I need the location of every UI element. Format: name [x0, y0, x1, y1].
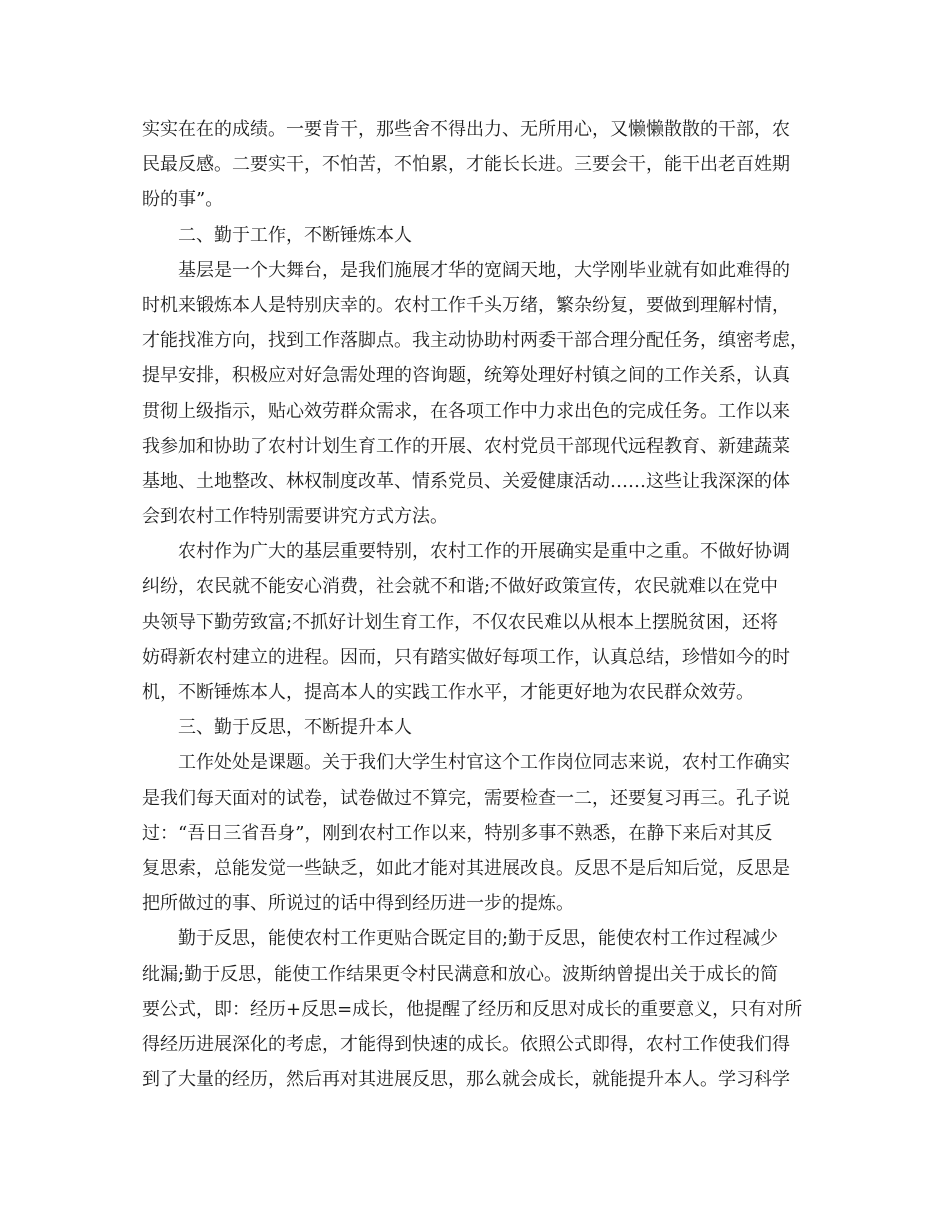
- text-line: 勤于反思，能使农村工作更贴合既定目的;勤于反思，能使农村工作过程减少: [178, 928, 779, 950]
- text-line: 把所做过的事、所说过的话中得到经历进一步的提炼。: [142, 893, 574, 915]
- text-line: 妨碍新农村建立的进程。因而，只有踏实做好每项工作，认真总结，珍惜如今的时: [142, 646, 790, 668]
- text-line: 纰漏;勤于反思，能使工作结果更令村民满意和放心。波斯纳曾提出关于成长的简: [142, 963, 779, 985]
- text-line: 贯彻上级指示，贴心效劳群众需求，在各项工作中力求出色的完成任务。工作以来: [142, 400, 790, 422]
- text-line: 机，不断锤炼本人，提高本人的实践工作水平，才能更好地为农民群众效劳。: [142, 682, 754, 703]
- document-page: [142, 112, 822, 1097]
- text-line: 纠纷，农民就不能安心消费，社会就不和谐;不做好政策宣传，农民就难以在党中: [142, 576, 779, 598]
- text-line: 会到农村工作特别需要讲究方式方法。: [142, 506, 448, 528]
- text-line: 实实在在的成绩。一要肯干，那些舍不得出力、无所用心，又懒懒散散的干部，农: [142, 119, 790, 140]
- text-line: 我参加和协助了农村计划生育工作的开展、农村党员干部现代远程教育、新建蔬菜: [142, 435, 790, 457]
- section-heading: 三、勤于反思，不断提升本人: [178, 717, 412, 739]
- text-line: 提早安排，积极应对好急需处理的咨询题，统筹处理好村镇之间的工作关系，认真: [142, 365, 790, 387]
- text-line: 基层是一个大舞台，是我们施展才华的宽阔天地，大学刚毕业就有如此难得的: [178, 259, 790, 281]
- text-line: 盼的事”。: [142, 189, 224, 211]
- text-line: 得经历进展深化的考虑，才能得到快速的成长。依照公式即得，农村工作使我们得: [142, 1033, 790, 1055]
- text-line: 农村作为广大的基层重要特别，农村工作的开展确实是重中之重。不做好协调: [178, 541, 790, 563]
- text-line: 基地、土地整改、林权制度改革、情系党员、关爱健康活动……这些让我深深的体: [142, 470, 790, 492]
- text-line: 央领导下勤劳致富;不抓好计划生育工作，不仅农民难以从根本上摆脱贫困，还将: [142, 611, 779, 633]
- text-line: 民最反感。二要实干，不怕苦，不怕累，才能长长进。三要会干，能干出老百姓期: [142, 154, 790, 176]
- text-line: 才能找准方向，找到工作落脚点。我主动协助村两委干部合理分配任务，缜密考虑，: [142, 330, 808, 352]
- text-line: 复思索，总能发觉一些缺乏，如此才能对其进展改良。反思不是后知后觉，反思是: [142, 857, 790, 879]
- text-line: 时机来锻炼本人是特别庆幸的。农村工作千头万绪，繁杂纷复，要做到理解村情，: [142, 294, 790, 316]
- text-line: 过：“吾日三省吾身”，刚到农村工作以来，特别多事不熟悉，在静下来后对其反: [142, 822, 773, 844]
- text-line: 到了大量的经历，然后再对其进展反思，那么就会成长，就能提升本人。学习科学: [142, 1069, 790, 1091]
- text-line: 工作处处是课题。关于我们大学生村官这个工作岗位同志来说，农村工作确实: [178, 752, 790, 774]
- text-line: 是我们每天面对的试卷，试卷做过不算完，需要检查一二，还要复习再三。孔子说: [142, 787, 790, 809]
- text-line: 要公式，即：经历+反思=成长，他提醒了经历和反思对成长的重要意义，只有对所: [142, 998, 803, 1020]
- section-heading: 二、勤于工作，不断锤炼本人: [178, 224, 412, 246]
